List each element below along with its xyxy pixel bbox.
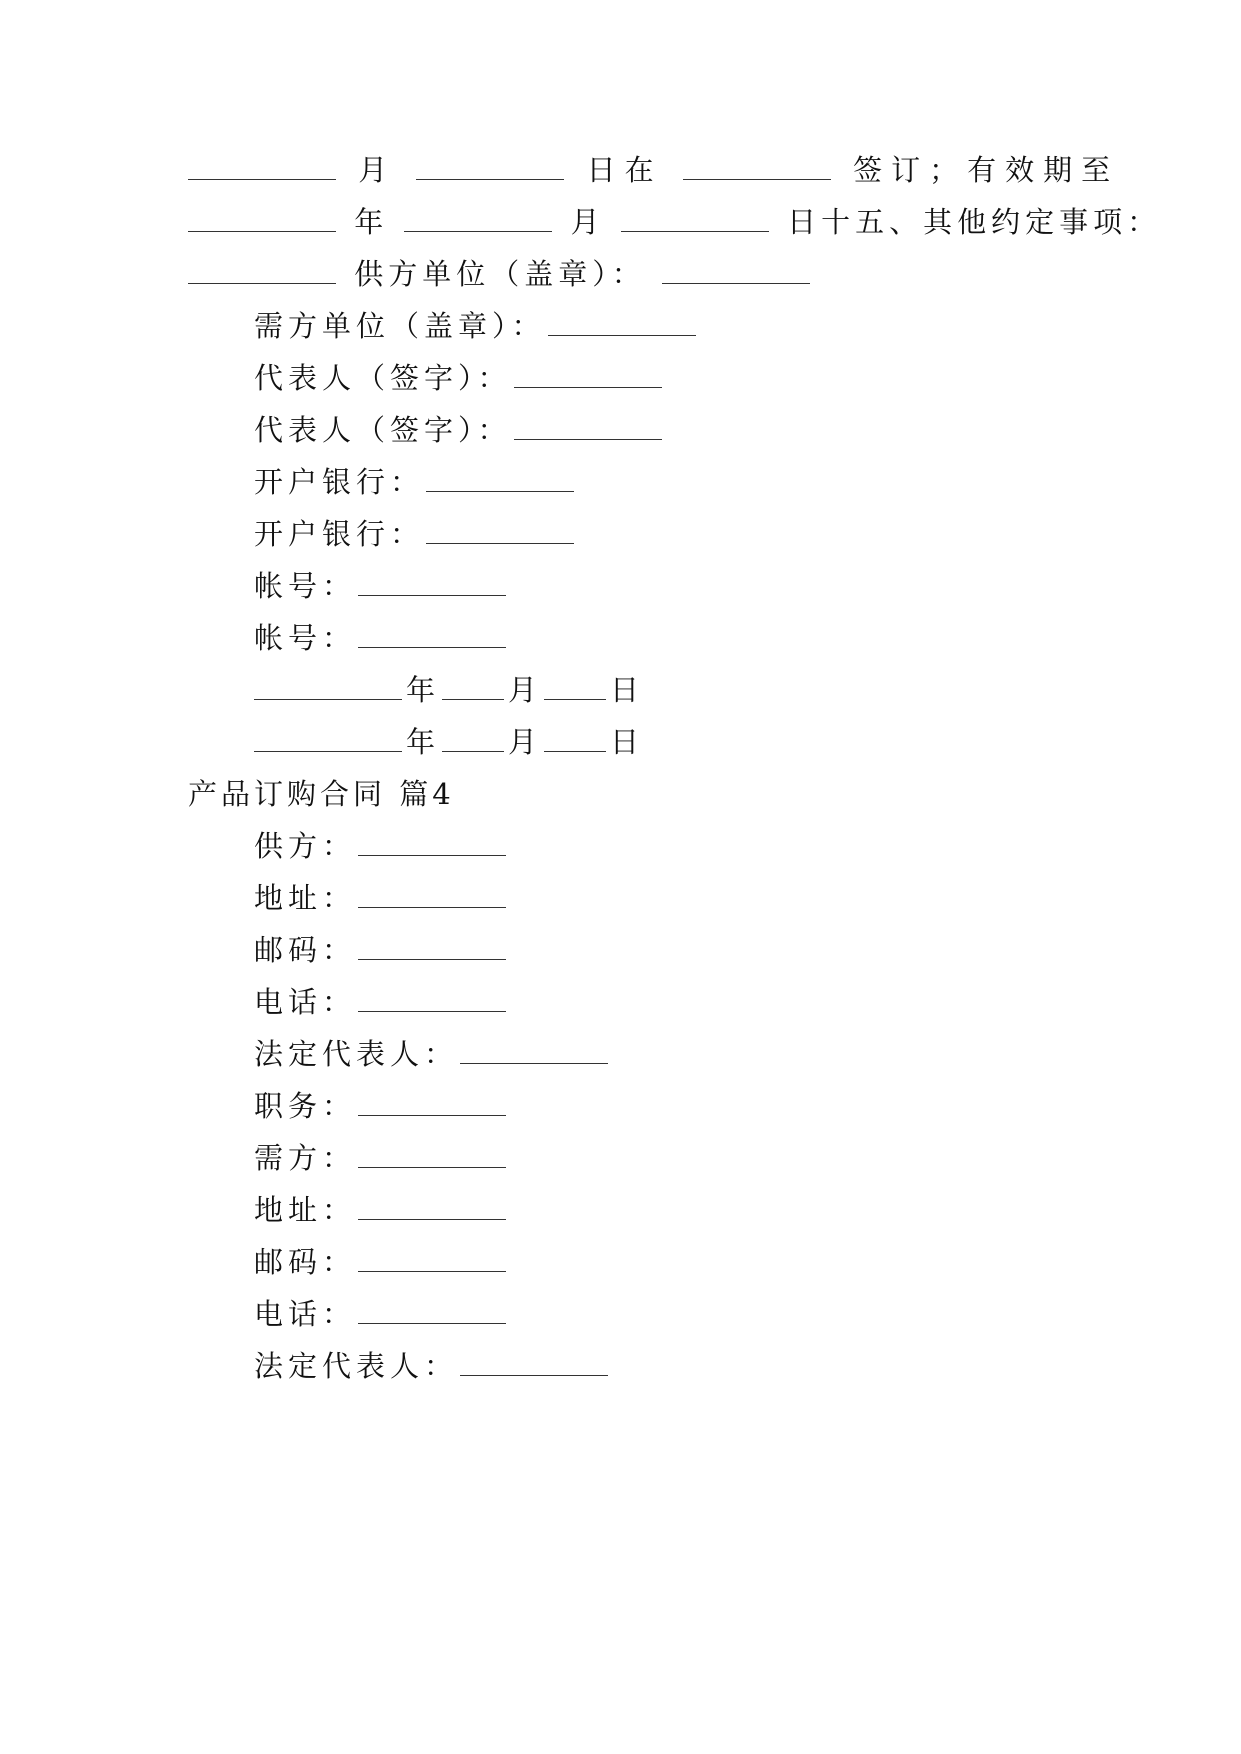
blank-field[interactable] [358, 619, 506, 648]
blank-field[interactable] [416, 151, 564, 180]
buyer-label: 需方： [254, 1141, 357, 1175]
supplier-unit-line [188, 252, 814, 296]
blank-field[interactable] [514, 411, 662, 440]
blank-field[interactable] [188, 255, 336, 284]
blank-field[interactable] [188, 151, 336, 180]
blank-field[interactable] [426, 515, 574, 544]
day-label: 日 [610, 725, 645, 759]
blank-field[interactable] [514, 359, 662, 388]
blank-field[interactable] [358, 1087, 506, 1116]
blank-field[interactable] [358, 1139, 506, 1168]
address-label: 地址： [254, 1193, 357, 1227]
blank-field[interactable] [621, 203, 769, 232]
legal-rep-label: 法定代表人： [254, 1037, 459, 1071]
supplier-line [254, 824, 510, 868]
blank-field[interactable] [460, 1035, 608, 1064]
buyer-line [254, 1136, 510, 1180]
blank-field[interactable] [358, 1243, 506, 1272]
phone-line [254, 980, 510, 1024]
blank-field[interactable] [548, 307, 696, 336]
supplier-label: 供方： [254, 829, 357, 863]
blank-field[interactable] [426, 463, 574, 492]
position-line [254, 1084, 510, 1128]
blank-field[interactable] [460, 1347, 608, 1376]
day-at-label: 日在 [586, 153, 663, 187]
blank-field[interactable] [544, 671, 606, 700]
month-label: 月 [508, 673, 543, 707]
legal-rep-label: 法定代表人： [254, 1349, 459, 1383]
legal-rep-line [254, 1032, 612, 1076]
blank-field[interactable] [358, 1191, 506, 1220]
postcode-line [254, 1240, 510, 1284]
blank-field[interactable] [683, 151, 831, 180]
signing-date-line [188, 148, 1119, 192]
representative-label: 代表人（签字）： [254, 413, 512, 447]
day-label: 日 [610, 673, 645, 707]
blank-field[interactable] [254, 671, 402, 700]
month-label: 月 [570, 205, 605, 239]
account-label: 帐号： [254, 569, 357, 603]
blank-field[interactable] [358, 879, 506, 908]
bank-line [254, 512, 578, 556]
account-label: 帐号： [254, 621, 357, 655]
blank-field[interactable] [358, 983, 506, 1012]
postcode-label: 邮码： [254, 1245, 357, 1279]
address-label: 地址： [254, 881, 357, 915]
month-label: 月 [358, 153, 397, 187]
postcode-label: 邮码： [254, 933, 357, 967]
blank-field[interactable] [544, 723, 606, 752]
section-heading: 产品订购合同 篇4 [188, 777, 455, 811]
account-line [254, 564, 510, 608]
buyer-unit-label: 需方单位（盖章）： [254, 309, 546, 343]
signed-valid-until-label: 签订；有效期至 [853, 153, 1120, 187]
blank-field[interactable] [404, 203, 552, 232]
blank-field[interactable] [358, 1295, 506, 1324]
supplier-unit-label: 供方单位（盖章）： [354, 257, 646, 291]
other-terms-label: 日十五、其他约定事项： [787, 205, 1162, 239]
blank-field[interactable] [662, 255, 810, 284]
blank-field[interactable] [358, 827, 506, 856]
blank-field[interactable] [188, 203, 336, 232]
blank-field[interactable] [358, 931, 506, 960]
bank-label: 开户银行： [254, 517, 425, 551]
bank-label: 开户银行： [254, 465, 425, 499]
legal-rep-line [254, 1344, 612, 1388]
phone-label: 电话： [254, 985, 357, 1019]
representative-line [254, 356, 666, 400]
validity-date-line [188, 200, 1161, 244]
buyer-unit-line [254, 304, 700, 348]
blank-field[interactable] [358, 567, 506, 596]
address-line [254, 1188, 510, 1232]
account-line [254, 616, 510, 660]
date-line [254, 720, 644, 764]
bank-line [254, 460, 578, 504]
year-label: 年 [406, 725, 441, 759]
year-label: 年 [354, 205, 389, 239]
position-label: 职务： [254, 1089, 357, 1123]
postcode-line [254, 928, 510, 972]
representative-label: 代表人（签字）： [254, 361, 512, 395]
month-label: 月 [508, 725, 543, 759]
representative-line [254, 408, 666, 452]
blank-field[interactable] [442, 723, 504, 752]
phone-label: 电话： [254, 1297, 357, 1331]
year-label: 年 [406, 673, 441, 707]
blank-field[interactable] [442, 671, 504, 700]
date-line [254, 668, 644, 712]
address-line [254, 876, 510, 920]
phone-line [254, 1292, 510, 1336]
blank-field[interactable] [254, 723, 402, 752]
